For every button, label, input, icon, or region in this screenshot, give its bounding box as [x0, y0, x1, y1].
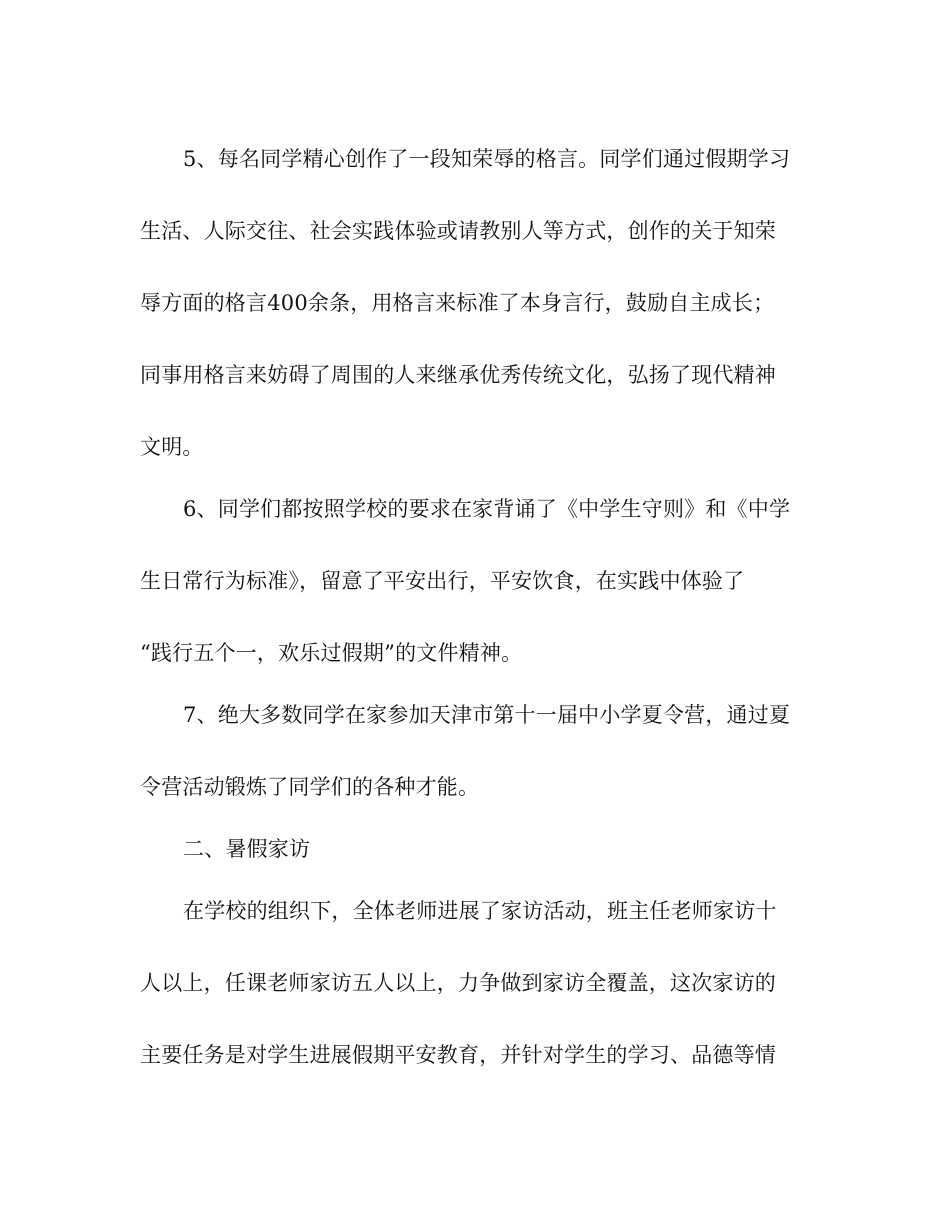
paragraph-7-line-1: 7、绝大多数同学在家参加天津市第十一届中小学夏令营，通过夏	[183, 703, 791, 727]
paragraph-visit-line-2: 人以上，任课老师家访五人以上，力争做到家访全覆盖，这次家访的	[140, 971, 776, 995]
paragraph-5-line-5: 文明。	[140, 435, 204, 459]
paragraph-5-line-4: 同事用格言来妨碍了周围的人来继承优秀传统文化，弘扬了现代精神	[140, 363, 776, 387]
section-heading: 二、暑假家访	[183, 837, 311, 861]
paragraph-7-line-2: 令营活动锻炼了同学们的各种才能。	[140, 775, 480, 799]
paragraph-visit-line-3: 主要任务是对学生进展假期平安教育，并针对学生的学习、品德等情	[140, 1043, 776, 1067]
paragraph-6-line-2: 生日常行为标准》，留意了平安出行，平安饮食，在实践中体验了	[140, 569, 745, 593]
paragraph-6-line-3: “践行五个一，欢乐过假期”的文件精神。	[140, 641, 523, 665]
paragraph-5-line-2: 生活、人际交往、社会实践体验或请教别人等方式，创作的关于知荣	[140, 219, 776, 243]
paragraph-5-line-3: 辱方面的格言400余条，用格言来标准了本身言行，鼓励自主成长；	[140, 291, 775, 315]
paragraph-6-line-1: 6、同学们都按照学校的要求在家背诵了《中学生守则》和《中学	[183, 497, 791, 521]
paragraph-5-line-1: 5、每名同学精心创作了一段知荣辱的格言。同学们通过假期学习	[183, 147, 791, 171]
paragraph-visit-line-1: 在学校的组织下，全体老师进展了家访活动，班主任老师家访十	[183, 899, 777, 923]
